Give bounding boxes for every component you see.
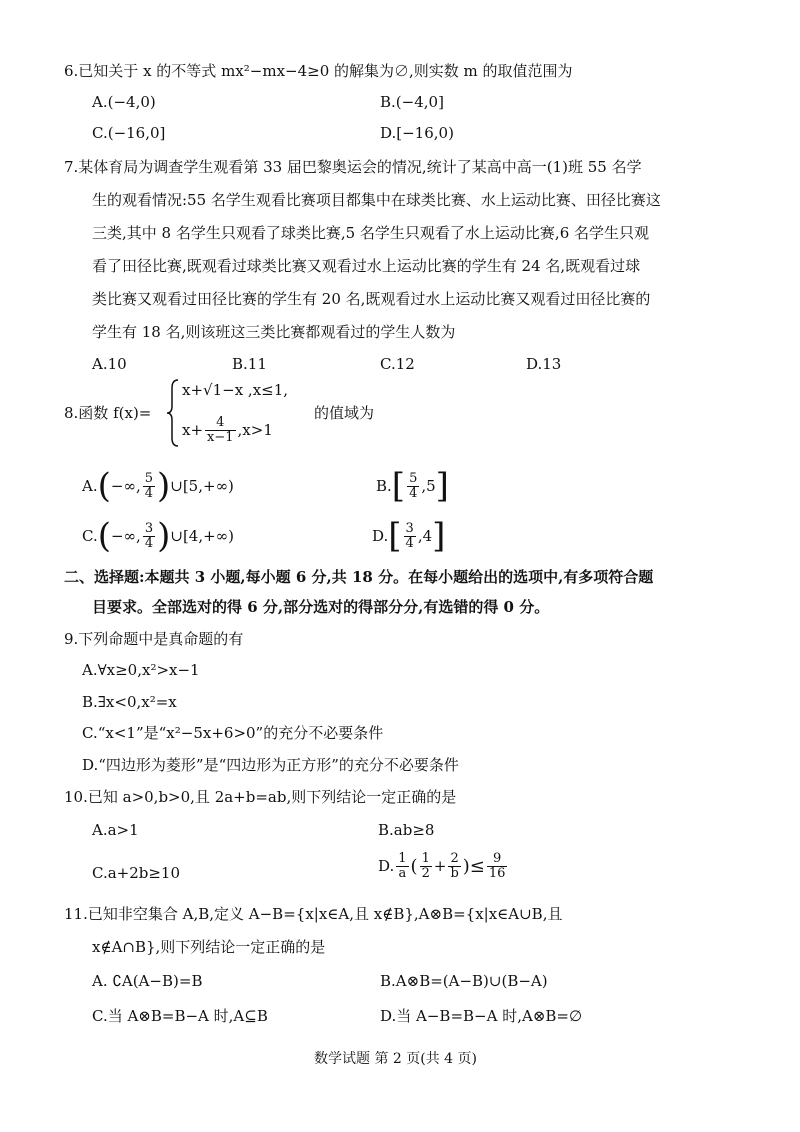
q7-line-2: 生的观看情况:55 名学生观看比赛项目都集中在球类比赛、水上运动比赛、田径比赛这 <box>92 191 661 209</box>
q8-option-d-den: 4 <box>405 535 414 551</box>
q7-line-1: 7.某体育局为调查学生观看第 33 届巴黎奥运会的情况,统计了某高中高一(1)班 55 名学 <box>64 158 642 176</box>
q8-option-c-den: 4 <box>144 535 154 551</box>
q7-option-b: B.11 <box>232 355 267 373</box>
q8-option-a-post: ∪[5,+∞) <box>170 477 234 495</box>
section-2-heading-line-1: 二、选择题:本题共 3 小题,每小题 6 分,共 18 分。在每小题给出的选项中,有多项符合题 <box>64 568 654 586</box>
q8-option-b-num: 5 <box>409 470 418 486</box>
q10-option-d-fraction-4 <box>487 852 508 880</box>
q7-line-3: 三类,其中 8 名学生只观看了球类比赛,5 名学生只观看了水上运动比赛,6 名学生只观 <box>92 224 650 242</box>
q8-option-a-num: 5 <box>144 470 153 486</box>
page-footer: 数学试题 第 2 页(共 4 页) <box>314 1051 477 1067</box>
q8-case-1: x+√1−x ,x≤1, <box>182 381 289 399</box>
q8-option-c-fraction <box>143 522 155 550</box>
q8-option-c <box>82 516 234 556</box>
q8-option-a-fraction <box>143 472 155 500</box>
q8-option-a-den: 4 <box>144 485 153 501</box>
q10-option-d-f4-num: 9 <box>487 852 508 867</box>
q9-option-c: C.“x<1”是“x²−5x+6>0”的充分不必要条件 <box>82 724 384 742</box>
q8-option-a-pre: −∞, <box>110 477 141 495</box>
q7-option-c: C.12 <box>380 355 415 373</box>
q10-option-d-f4-den: 16 <box>488 865 506 881</box>
q10-option-d-f1-den: a <box>398 865 407 881</box>
q10-option-d-close: )≤ <box>462 855 485 877</box>
q11-line-1: 11.已知非空集合 A,B,定义 A−B={x|x∈A,且 x∉B},A⊗B={x|x∈A∪B,且 <box>64 905 563 923</box>
q10-option-d-f2-num: 1 <box>421 851 430 866</box>
q10-option-d <box>378 852 509 880</box>
q7-line-4: 看了田径比赛,既观看过球类比赛又观看过水上运动比赛的学生有 24 名,既观看过球 <box>92 257 641 275</box>
q9-option-a: A.∀x≥0,x²>x−1 <box>82 661 200 679</box>
q6-option-a: A.(−4,0) <box>92 93 156 111</box>
q11-option-c: C.当 A⊗B=B−A 时,A⊆B <box>92 1007 268 1025</box>
q9-option-b: B.∃x<0,x²=x <box>82 693 177 711</box>
q8-option-c-post: ∪[4,+∞) <box>170 527 235 545</box>
q6-option-d: D.[−16,0) <box>380 124 454 142</box>
q10-option-d-open: ( <box>410 855 418 877</box>
q7-line-6: 学生有 18 名,则该班这三类比赛都观看过的学生人数为 <box>92 323 456 341</box>
q8-option-a-label: A. <box>82 477 98 495</box>
q11-option-d: D.当 A−B=B−A 时,A⊗B=∅ <box>380 1007 583 1025</box>
q8-option-b-post: ,5 <box>421 477 436 495</box>
q9-option-d: D.“四边形为菱形”是“四边形为正方形”的充分不必要条件 <box>82 756 459 774</box>
q8-option-b-den: 4 <box>409 485 418 501</box>
q10-option-d-f3-den: b <box>450 865 459 881</box>
q8-option-c-close: ) <box>157 516 171 556</box>
q10-option-c: C.a+2b≥10 <box>92 864 181 882</box>
q8-option-d-post: ,4 <box>417 527 433 545</box>
q10-option-d-fraction-2 <box>420 852 432 880</box>
q10-option-d-plus: + <box>433 857 447 876</box>
piecewise-brace <box>166 378 180 448</box>
q10-option-d-fraction-3 <box>448 852 460 880</box>
section-2-heading-line-2: 目要求。全部选对的得 6 分,部分选对的得部分分,有选错的得 0 分。 <box>92 598 550 616</box>
q10-stem: 10.已知 a>0,b>0,且 2a+b=ab,则下列结论一定正确的是 <box>64 788 457 806</box>
q7-option-a: A.10 <box>92 355 127 373</box>
q8-case-2-prefix: x+ <box>182 421 204 440</box>
q8-option-c-label: C. <box>82 527 98 545</box>
q8-option-c-pre: −∞, <box>110 527 141 545</box>
q6-option-b: B.(−4,0] <box>380 93 444 111</box>
q10-option-a: A.a>1 <box>92 821 139 839</box>
q8-lead: 8.函数 f(x)= <box>64 404 152 422</box>
q11-option-a: A. ∁A(A−B)=B <box>92 972 203 990</box>
q8-case-2-denominator: x−1 <box>207 429 234 445</box>
q11-option-b: B.A⊗B=(A−B)∪(B−A) <box>380 972 548 990</box>
q8-case-2-numerator: 4 <box>205 416 236 431</box>
q11-line-2: x∉A∩B},则下列结论一定正确的是 <box>92 938 326 956</box>
q10-option-d-f3-num: 2 <box>448 852 460 867</box>
q8-option-d-open: [ <box>388 516 402 556</box>
q8-option-a-open: ( <box>97 466 111 506</box>
q8-option-d-close: ] <box>432 516 446 556</box>
q8-option-b-label: B. <box>376 477 392 495</box>
q7-line-5: 类比赛又观看过田径比赛的学生有 20 名,既观看过水上运动比赛又观看过田径比赛的 <box>92 290 651 308</box>
q8-option-a-close: ) <box>157 466 171 506</box>
q8-option-b-open: [ <box>391 466 406 506</box>
q8-option-a <box>82 466 234 506</box>
q8-option-c-open: ( <box>97 516 111 556</box>
q10-option-d-fraction-1 <box>396 852 408 880</box>
q8-option-d-label: D. <box>372 527 389 545</box>
q8-option-b-close: ] <box>435 466 449 506</box>
q10-option-d-label: D. <box>378 857 395 876</box>
q8-option-d <box>372 516 445 556</box>
q8-tail: 的值域为 <box>314 404 375 422</box>
q8-option-b <box>376 466 449 506</box>
q7-option-d: D.13 <box>526 355 562 373</box>
q6-stem: 6.已知关于 x 的不等式 mx²−mx−4≥0 的解集为∅,则实数 m 的取值范围为 <box>64 62 573 80</box>
q8-option-c-num: 3 <box>144 520 154 536</box>
q9-stem: 9.下列命题中是真命题的有 <box>64 630 244 648</box>
q10-option-d-f1-num: 1 <box>398 851 407 866</box>
q8-case-2-suffix: ,x>1 <box>237 421 273 440</box>
q6-option-c: C.(−16,0] <box>92 124 166 142</box>
q8-option-d-fraction <box>404 522 416 550</box>
q10-option-d-f2-den: 2 <box>421 865 430 881</box>
q8-option-b-fraction <box>407 472 419 500</box>
q10-option-b: B.ab≥8 <box>378 821 435 839</box>
q8-case-2 <box>182 416 273 444</box>
q8-case-2-fraction <box>205 416 236 444</box>
q8-option-d-num: 3 <box>405 520 414 536</box>
